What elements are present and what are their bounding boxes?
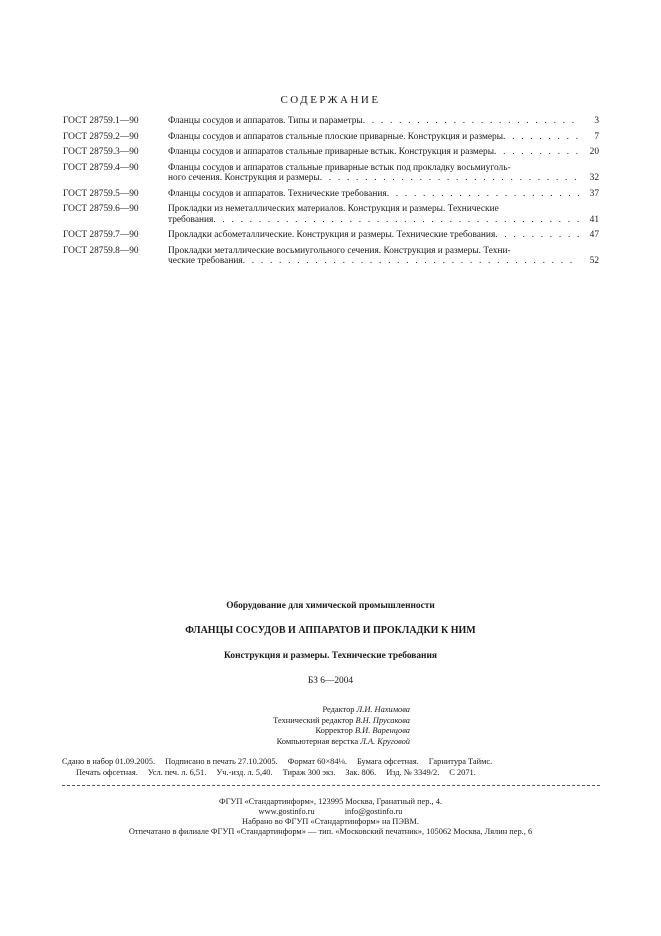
toc-entry-page: 3 (594, 116, 599, 126)
toc-entry-title: Фланцы сосудов и аппаратов. Технические требования (168, 188, 387, 199)
toc-entry (63, 230, 599, 241)
toc-entry-code: ГОСТ 28759.6—90 (63, 204, 139, 214)
toc-leader-dots (243, 256, 579, 267)
toc-entry-body (168, 246, 599, 267)
toc-entry-title: Фланцы сосудов и аппаратов стальные приварные встык под прокладку восьмиуголь- (168, 162, 511, 173)
publication-data-line-2 (76, 768, 602, 777)
table-of-contents (63, 116, 599, 272)
toc-entry-title: Прокладки металлические восьмиугольного сечения. Конструкция и размеры. Техни- (168, 245, 511, 256)
publication-data-item: Зак. 806. (345, 768, 377, 777)
book-title: ФЛАНЦЫ СОСУДОВ И АППАРАТОВ И ПРОКЛАДКИ К НИМ (185, 625, 476, 636)
toc-entry (63, 163, 599, 184)
toc-leader-dots (213, 215, 579, 226)
publication-data-item: Подписано в печать 27.10.2005. (165, 757, 278, 766)
toc-entry (63, 204, 599, 225)
publisher-footer (0, 797, 661, 837)
credit-role: Редактор (322, 705, 355, 714)
toc-leader-dots (363, 116, 579, 127)
toc-entry-title: Фланцы сосудов и аппаратов. Типы и параметры (168, 116, 363, 126)
toc-entry-page: 37 (589, 188, 599, 199)
credit-line (200, 716, 410, 727)
toc-entry-code: ГОСТ 28759.5—90 (63, 188, 139, 199)
publication-data-item: С 2071. (449, 768, 476, 777)
toc-entry-title: Прокладки из неметаллических материалов. Конструкция и размеры. Технические (168, 204, 499, 214)
toc-title: СОДЕРЖАНИЕ (280, 94, 381, 106)
toc-entry-code: ГОСТ 28759.7—90 (63, 230, 139, 240)
credit-role: Технический редактор (273, 715, 354, 725)
toc-entry (63, 189, 599, 200)
toc-entry-line (168, 215, 599, 226)
publisher-email: info@gostinfo.ru (344, 807, 403, 816)
toc-entry-body (168, 116, 599, 127)
toc-leader-dots (320, 173, 579, 184)
credit-name: Л.И. Нахимова (356, 705, 410, 714)
credit-name: В.И. Варенцова (354, 726, 410, 735)
toc-entry-line (168, 230, 599, 241)
publication-data-item: Уч.-изд. л. 5,40. (216, 768, 273, 777)
publication-data-item: Усл. печ. л. 6,51. (147, 768, 207, 777)
divider (62, 785, 600, 786)
credit-line (200, 726, 410, 737)
credit-line (200, 737, 410, 748)
publisher-contacts (0, 807, 661, 817)
series-title: Оборудование для химической промышленности (226, 601, 435, 611)
toc-entry-line (168, 189, 599, 200)
toc-entry-title: Фланцы сосудов и аппаратов стальные приварные встык. Конструкция и размеры (168, 147, 495, 157)
credit-line (200, 705, 410, 716)
toc-entry-line (168, 246, 599, 257)
publication-data-item: Бумага офсетная. (356, 757, 419, 766)
toc-entry-title: Фланцы сосудов и аппаратов стальные плоские приварные. Конструкция и размеры (168, 131, 504, 142)
publication-data-item: Формат 60×84⅛. (287, 757, 347, 766)
publication-data-item: Изд. № 3349/2. (386, 768, 440, 777)
publication-data-line-1 (62, 757, 602, 766)
toc-entry-page: 41 (589, 214, 599, 225)
typeset-note: Набрано во ФГУП «Стандартинформ» на ПЭВМ. (242, 817, 419, 826)
toc-entry-page: 7 (594, 131, 599, 142)
credit-name: В.Н. Прусакова (355, 715, 410, 725)
toc-entry (63, 132, 599, 143)
toc-entry-body (168, 230, 599, 241)
toc-entry-body (168, 132, 599, 143)
publisher-address: ФГУП «Стандартинформ», 123995 Москва, Гранатный пер., 4. (218, 797, 443, 806)
credit-role: Корректор (315, 726, 353, 735)
toc-entry (63, 116, 599, 127)
book-subtitle: Конструкция и размеры. Технические требования (224, 651, 437, 661)
toc-entry-code: ГОСТ 28759.4—90 (63, 162, 139, 173)
toc-entry-code: ГОСТ 28759.1—90 (63, 116, 139, 126)
toc-leader-dots (495, 230, 579, 241)
toc-entry-line (168, 163, 599, 174)
toc-entry-body (168, 189, 599, 200)
toc-entry-page: 52 (589, 256, 599, 266)
publication-data-item: Печать офсетная. (76, 768, 138, 777)
toc-leader-dots (503, 132, 579, 143)
toc-entry-line (168, 132, 599, 143)
publication-data-item: Сдано в набор 01.09.2005. (62, 757, 156, 766)
toc-entry-code: ГОСТ 28759.2—90 (63, 131, 139, 142)
toc-entry (63, 147, 599, 158)
publication-data-item: Гарнитура Таймс. (428, 757, 493, 766)
publication-data-item: Тираж 300 экз. (282, 768, 336, 777)
printed-note: Отпечатано в филиале ФГУП «Стандартинформ» — тип. «Московский печатник», 105062 Москва, Лялин пер., 6 (128, 827, 533, 836)
toc-entry-line (168, 116, 599, 127)
toc-entry-line (168, 256, 599, 267)
toc-entry-title: ческие требования (168, 256, 243, 266)
toc-entry-body (168, 147, 599, 158)
catalog-code: БЗ 6—2004 (307, 676, 354, 686)
credits-block (200, 705, 410, 747)
toc-entry-line (168, 204, 599, 215)
toc-leader-dots (494, 147, 579, 158)
toc-entry-body (168, 204, 599, 225)
toc-entry-line (168, 147, 599, 158)
toc-entry-title: ного сечения. Конструкция и размеры (168, 173, 320, 183)
publisher-site: www.gostinfo.ru (258, 807, 315, 816)
toc-entry (63, 246, 599, 267)
credit-name: Л.А. Круговой (360, 736, 410, 746)
toc-entry-page: 20 (589, 147, 599, 157)
toc-entry-code: ГОСТ 28759.8—90 (63, 245, 139, 256)
toc-entry-title: требования (168, 214, 214, 225)
toc-entry-code: ГОСТ 28759.3—90 (63, 147, 139, 157)
toc-entry-line (168, 173, 599, 184)
toc-leader-dots (387, 189, 579, 200)
toc-entry-title: Прокладки асбометаллические. Конструкция и размеры. Технические требования (168, 230, 496, 240)
credit-role: Компьютерная верстка (276, 736, 359, 746)
toc-entry-page: 47 (589, 230, 599, 240)
toc-entry-body (168, 163, 599, 184)
toc-entry-page: 32 (589, 173, 599, 183)
